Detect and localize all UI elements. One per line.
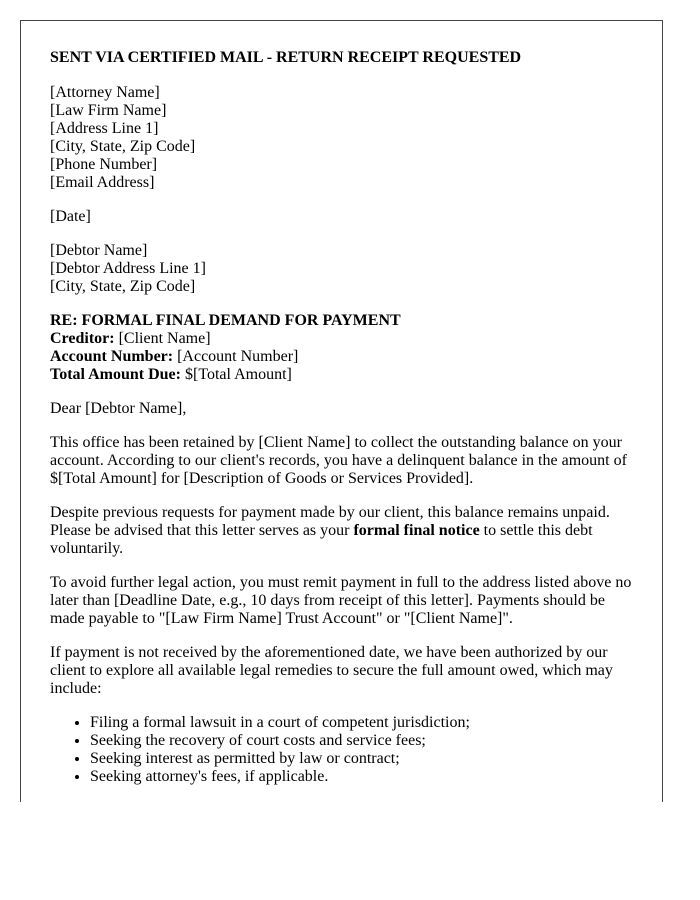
list-item: • Seeking attorney's fees, if applicable.: [90, 768, 633, 786]
sender-line: [Address Line 1]: [50, 120, 159, 137]
creditor-label: Creditor:: [50, 330, 115, 347]
recipient-line: [City, State, Zip Code]: [50, 278, 196, 295]
letter-page: [20, 20, 663, 802]
sender-line: [Attorney Name]: [50, 84, 160, 101]
letter-date: [Date]: [50, 208, 91, 225]
paragraph-legal-remedies: If payment is not received by the aforementioned date, we have been authorized by our client to explore all available legal remedies to secure the full amount owed, which may include:: [50, 644, 613, 697]
paragraph-final-notice: [50, 504, 633, 558]
text: to settle this debt voluntarily.: [50, 522, 593, 557]
recipient-line: [Debtor Address Line 1]: [50, 260, 206, 277]
remedies-list: [50, 714, 633, 786]
final-notice-emphasis: formal final notice: [353, 522, 480, 539]
account-label: Account Number:: [50, 348, 174, 365]
sender-block: [50, 84, 633, 192]
recipient-block: [50, 242, 633, 296]
re-block: [50, 312, 633, 384]
recipient-line: [Debtor Name]: [50, 242, 148, 259]
paragraph-payment-deadline: To avoid further legal action, you must remit payment in full to the address listed above no later than [Deadline Date, e.g., 10 days from receipt of this letter]. Payments should be made payable to "[Law Firm Name] Trust Account" or "[Client Name]".: [50, 574, 632, 627]
sender-line: [Law Firm Name]: [50, 102, 167, 119]
re-subject: RE: FORMAL FINAL DEMAND FOR PAYMENT: [50, 312, 401, 329]
sender-line: [Email Address]: [50, 174, 155, 191]
paragraph-retained: This office has been retained by [Client Name] to collect the outstanding balance on your account. According to our client's records, you have a delinquent balance in the amount of $[Total Amount] for [Description of Goods or Services Provided].: [50, 434, 627, 487]
sender-line: [Phone Number]: [50, 156, 158, 173]
mailing-heading: SENT VIA CERTIFIED MAIL - RETURN RECEIPT REQUESTED: [50, 49, 522, 66]
text: Despite previous requests for payment made by our client, this balance remains unpaid. Please be advised that this letter serves as your: [50, 504, 610, 539]
amount-label: Total Amount Due:: [50, 366, 181, 383]
creditor-value: [Client Name]: [114, 330, 211, 347]
account-value: [Account Number]: [173, 348, 299, 365]
sender-line: [City, State, Zip Code]: [50, 138, 196, 155]
list-item: • Seeking the recovery of court costs and service fees;: [90, 732, 633, 750]
list-item: • Filing a formal lawsuit in a court of competent jurisdiction;: [90, 714, 633, 732]
salutation: Dear [Debtor Name],: [50, 400, 187, 417]
amount-value: $[Total Amount]: [180, 366, 292, 383]
list-item: • Seeking interest as permitted by law or contract;: [90, 750, 633, 768]
